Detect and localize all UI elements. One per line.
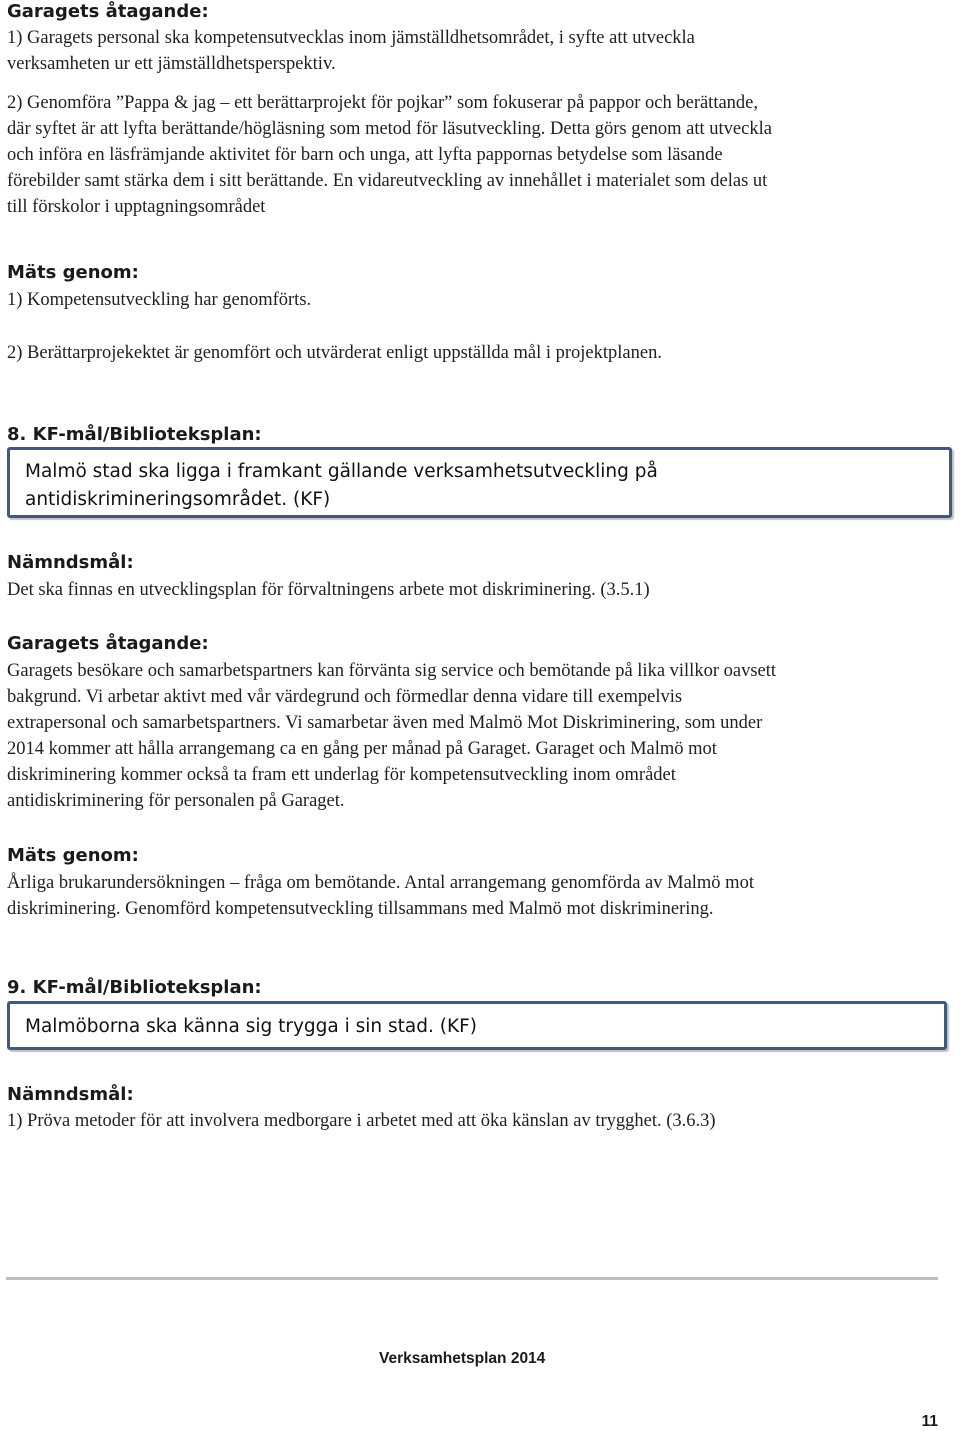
text-line: 1) Garagets personal ska kompetensutvecklas inom jämställdhetsområdet, i syfte att utveckla [7, 28, 695, 48]
section-8-heading: 8. KF-mål/Biblioteksplan: [7, 424, 262, 445]
board-goal-text: Det ska finnas en utvecklingsplan för förvaltningens arbete mot diskriminering. (3.5.1) [7, 580, 650, 600]
text-line: Garagets besökare och samarbetspartners kan förvänta sig service och bemötande på lika villkor oavsett [7, 661, 777, 681]
commitment-text [7, 658, 776, 814]
commitment-item-2 [7, 90, 772, 220]
text-line: till förskolor i upptagningsområdet [7, 197, 266, 217]
commitment-heading: Garagets åtagande: [7, 633, 209, 654]
section-9-heading: 9. KF-mål/Biblioteksplan: [7, 977, 262, 998]
text-line: förebilder samt stärka dem i sitt berättande. En vidareutveckling av innehållet i materialet som delas ut [7, 171, 768, 191]
footer-divider [6, 1277, 938, 1280]
text-line: 2) Genomföra ”Pappa & jag – ett berättarprojekt för pojkar” som fokuserar på pappor och berättande, [7, 93, 759, 113]
text-line: antidiskriminering för personalen på Garaget. [7, 791, 345, 811]
text-line: verksamheten ur ett jämställdhetsperspektiv. [7, 54, 336, 74]
commitment-item-1 [7, 25, 695, 77]
text-line: extrapersonal och samarbetspartners. Vi samarbetar även med Malmö Mot Diskriminering, som under [7, 713, 763, 733]
measure-item-2: 2) Berättarprojekektet är genomfört och utvärderat enligt uppställda mål i projektplanen. [7, 343, 662, 363]
text-line: 2014 kommer att hålla arrangemang ca en gång per månad på Garaget. Garaget och Malmö mot [7, 739, 717, 759]
kf-goal-box [7, 447, 952, 518]
text-line: och införa en läsfrämjande aktivitet för barn och unga, att lyfta pappornas betydelse som läsande [7, 145, 723, 165]
text-line: diskriminering kommer också ta fram ett underlag för kompetensutveckling inom området [7, 765, 676, 785]
text-line: diskriminering. Genomförd kompetensutveckling tillsammans med Malmö mot diskriminering. [7, 899, 714, 919]
goal-line: Malmöborna ska känna sig trygga i sin stad. (KF) [25, 1016, 477, 1037]
commitment-heading: Garagets åtagande: [7, 1, 209, 22]
page-number: 11 [921, 1413, 938, 1430]
measure-heading: Mäts genom: [7, 845, 139, 866]
board-goal-heading: Nämndsmål: [7, 552, 134, 573]
board-goal-heading: Nämndsmål: [7, 1084, 134, 1105]
footer-title: Verksamhetsplan 2014 [379, 1350, 546, 1367]
goal-line: Malmö stad ska ligga i framkant gällande verksamhetsutveckling på [25, 461, 658, 482]
board-goal-text: 1) Pröva metoder för att involvera medborgare i arbetet med att öka känslan av trygghet. (3.6.3) [7, 1111, 716, 1131]
goal-line: antidiskrimineringsområdet. (KF) [25, 489, 331, 510]
kf-goal-box [7, 1001, 947, 1050]
text-line: bakgrund. Vi arbetar aktivt med vår värdegrund och förmedlar denna vidare till exempelvis [7, 687, 683, 707]
measure-text [7, 870, 754, 922]
measure-item-1: 1) Kompetensutveckling har genomförts. [7, 290, 312, 310]
measure-heading: Mäts genom: [7, 262, 139, 283]
text-line: Årliga brukarundersökningen – fråga om bemötande. Antal arrangemang genomförda av Malmö mot [7, 873, 754, 893]
text-line: där syftet är att lyfta berättande/högläsning som metod för läsutveckling. Detta görs genom att utveckla [7, 119, 772, 139]
